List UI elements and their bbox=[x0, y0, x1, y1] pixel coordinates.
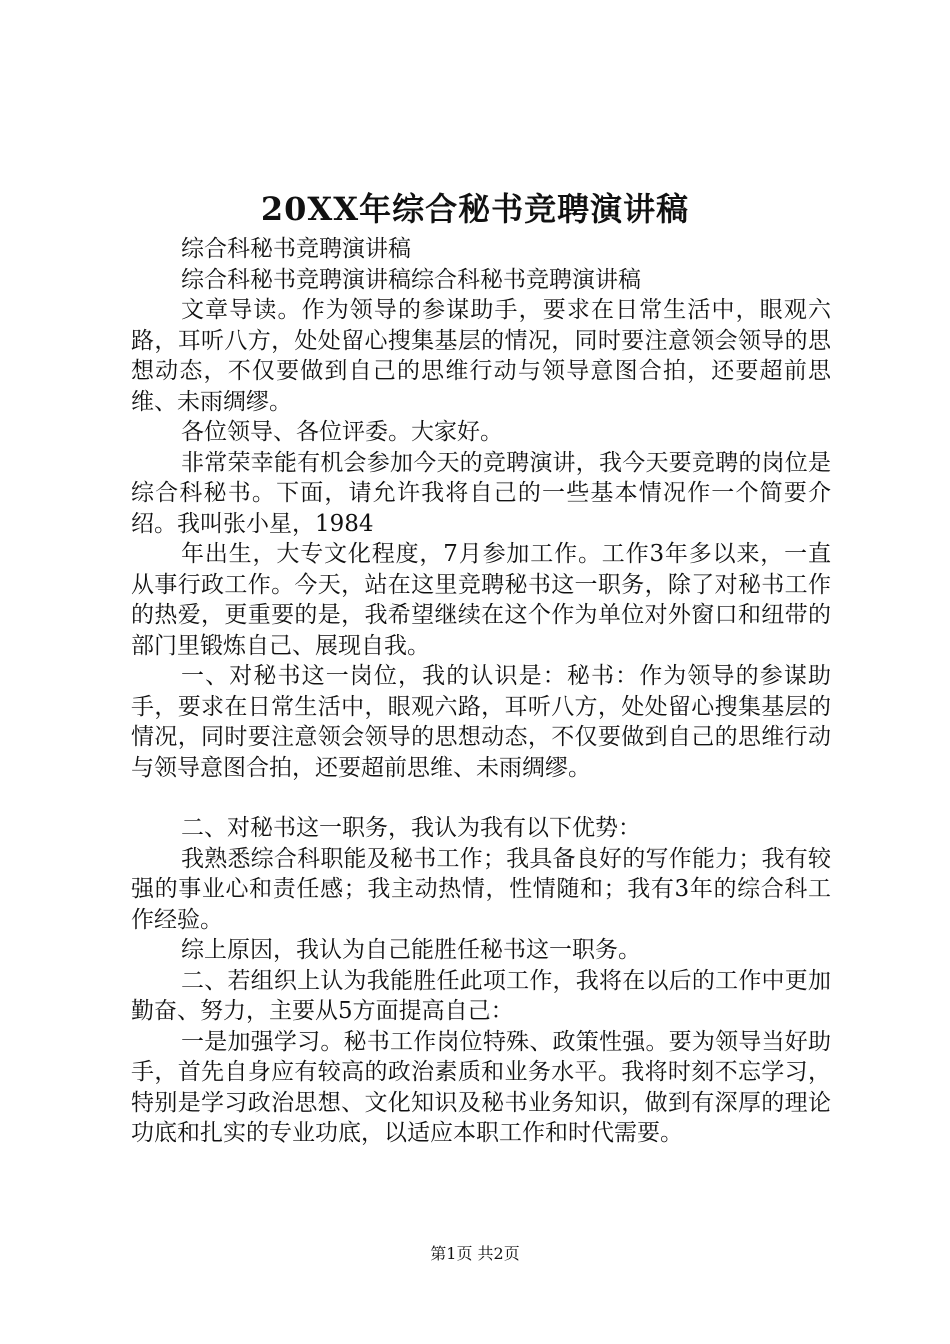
paragraph-conclusion: 综上原因，我认为自己能胜任秘书这一职务。 bbox=[181, 937, 641, 963]
paragraph-greeting: 各位领导、各位评委。大家好。 bbox=[181, 419, 503, 445]
paragraph-advantages-heading: 二、对秘书这一职务，我认为我有以下优势： bbox=[181, 815, 641, 841]
paragraph-self-intro: 非常荣幸能有机会参加今天的竞聘演讲，我今天要竞聘的岗位是综合科秘书。下面，请允许我将自己的一些基本情况作一个简要介绍。我叫张小星，1984 bbox=[131, 449, 831, 537]
paragraph-subtitle: 综合科秘书竞聘演讲稿 bbox=[181, 236, 411, 262]
paragraph-understanding: 一、对秘书这一岗位，我的认识是：秘书：作为领导的参谋助手，要求在日常生活中，眼观六路，耳听八方，处处留心搜集基层的情况，同时要注意领会领导的思想动态，不仅要做到自己的思维行动与领导意图合拍，还要超前思维、未雨绸缪。 bbox=[131, 663, 831, 781]
paragraph-plan-heading: 二、若组织上认为我能胜任此项工作，我将在以后的工作中更加勤奋、努力，主要从5方面提高自己： bbox=[131, 967, 831, 1024]
document-body bbox=[131, 234, 831, 1149]
paragraph-subtitle-repeat: 综合科秘书竞聘演讲稿综合科秘书竞聘演讲稿 bbox=[181, 266, 641, 293]
paragraph-plan-study: 一是加强学习。秘书工作岗位特殊、政策性强。要为领导当好助手，首先自身应有较高的政治素质和业务水平。我将时刻不忘学习，特别是学习政治思想、文化知识及秘书业务知识，做到有深厚的理论功底和扎实的专业功底，以适应本职工作和时代需要。 bbox=[131, 1028, 831, 1146]
paragraph-intro: 文章导读。作为领导的参谋助手，要求在日常生活中，眼观六路，耳听八方，处处留心搜集基层的情况，同时要注意领会领导的思想动态，不仅要做到自己的思维行动与领导意图合拍，还要超前思维、未雨绸缪。 bbox=[131, 297, 831, 415]
document-title: 20XX年综合秘书竞聘演讲稿 bbox=[260, 190, 690, 228]
blank-line bbox=[131, 783, 831, 813]
paragraph-background: 年出生，大专文化程度，7月参加工作。工作3年多以来，一直从事行政工作。今天，站在这里竞聘秘书这一职务，除了对秘书工作的热爱，更重要的是，我希望继续在这个作为单位对外窗口和纽带的部门里锻炼自己、展现自我。 bbox=[131, 541, 831, 659]
page-indicator: 第1页 共2页 bbox=[430, 1244, 520, 1263]
paragraph-advantages: 我熟悉综合科职能及秘书工作；我具备良好的写作能力；我有较强的事业心和责任感；我主动热情，性情随和；我有3年的综合科工作经验。 bbox=[131, 845, 831, 933]
